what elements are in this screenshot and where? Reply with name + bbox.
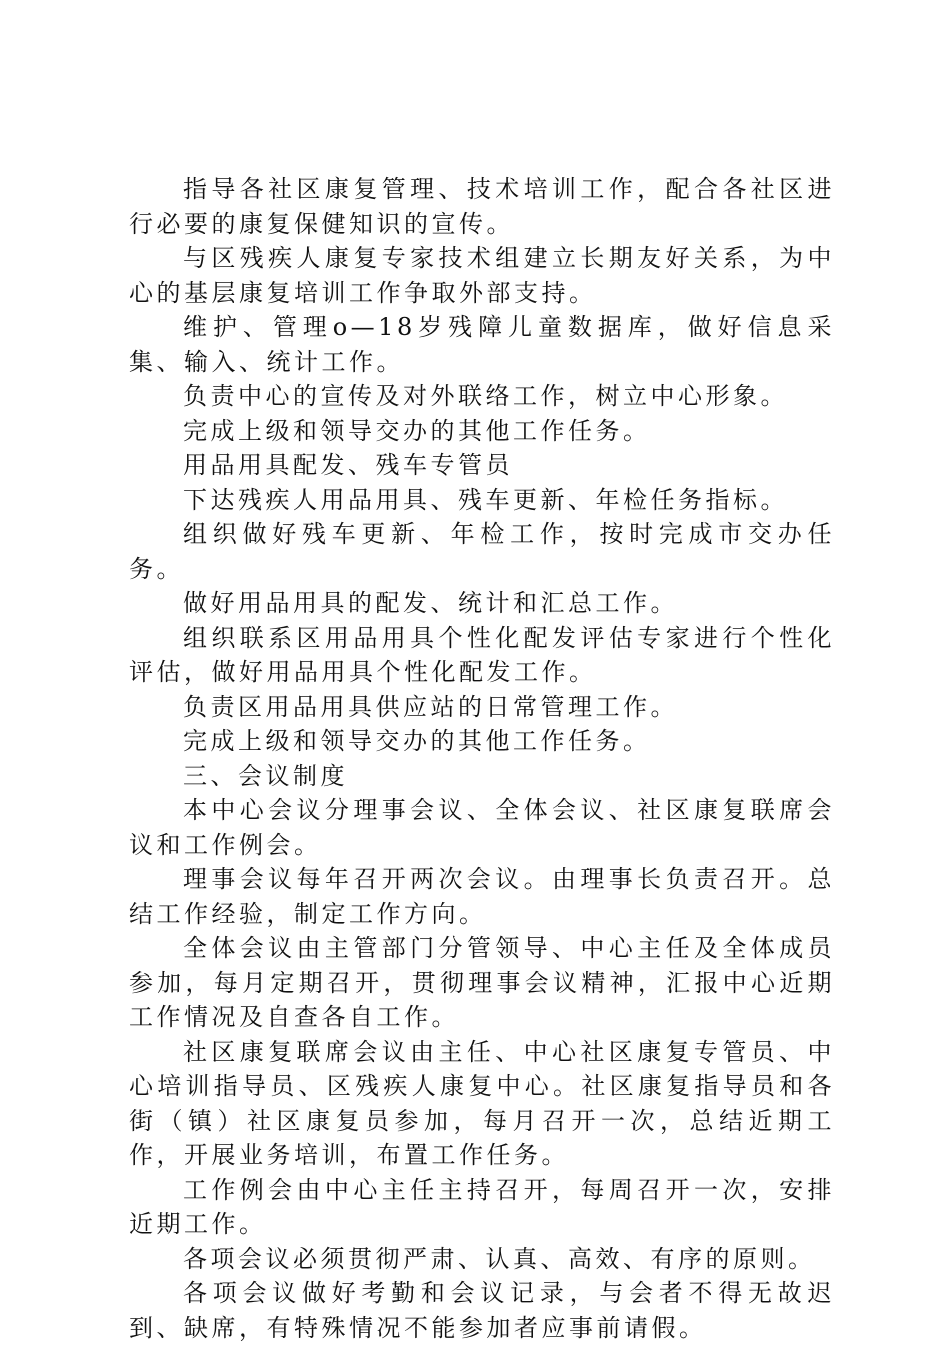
paragraph: 维护、管理o—18岁残障儿童数据库，做好信息采集、输入、统计工作。	[129, 313, 835, 376]
paragraph: 各项会议必须贯彻严肃、认真、高效、有序的原则。	[183, 1244, 816, 1273]
paragraph: 指导各社区康复管理、技术培训工作，配合各社区进行必要的康复保健知识的宣传。	[129, 175, 835, 238]
paragraph: 社区康复联席会议由主任、中心社区康复专管员、中心培训指导员、区残疾人康复中心。社区康复指导员和各街（镇）社区康复员参加，每月召开一次，总结近期工作，开展业务培训，布置工作任务。	[129, 1037, 835, 1169]
paragraph: 理事会议每年召开两次会议。由理事长负责召开。总结工作经验，制定工作方向。	[129, 865, 835, 928]
section-heading: 三、会议制度	[183, 761, 348, 790]
paragraph: 完成上级和领导交办的其他工作任务。	[183, 727, 651, 755]
document-body	[129, 172, 835, 1345]
paragraph: 工作例会由中心主任主持召开，每周召开一次，安排近期工作。	[129, 1175, 835, 1238]
paragraph: 与区残疾人康复专家技术组建立长期友好关系，为中心的基层康复培训工作争取外部支持。	[129, 244, 835, 307]
paragraph: 下达残疾人用品用具、残车更新、年检任务指标。	[183, 485, 788, 514]
paragraph: 本中心会议分理事会议、全体会议、社区康复联席会议和工作例会。	[129, 796, 835, 859]
paragraph: 负责中心的宣传及对外联络工作，树立中心形象。	[183, 382, 788, 410]
paragraph: 组织做好残车更新、年检工作，按时完成市交办任务。	[129, 520, 835, 583]
paragraph: 全体会议由主管部门分管领导、中心主任及全体成员参加，每月定期召开，贯彻理事会议精神，汇报中心近期工作情况及自查各自工作。	[129, 934, 835, 1031]
paragraph: 负责区用品用具供应站的日常管理工作。	[183, 692, 678, 721]
paragraph: 完成上级和领导交办的其他工作任务。	[183, 416, 651, 445]
paragraph: 做好用品用具的配发、统计和汇总工作。	[183, 589, 678, 617]
paragraph: 各项会议做好考勤和会议记录，与会者不得无故迟到、缺席，有特殊情况不能参加者应事前请假。	[129, 1279, 835, 1342]
paragraph: 组织联系区用品用具个性化配发评估专家进行个性化评估，做好用品用具个性化配发工作。	[129, 623, 835, 686]
section-subheading: 用品用具配发、残车专管员	[183, 451, 513, 479]
